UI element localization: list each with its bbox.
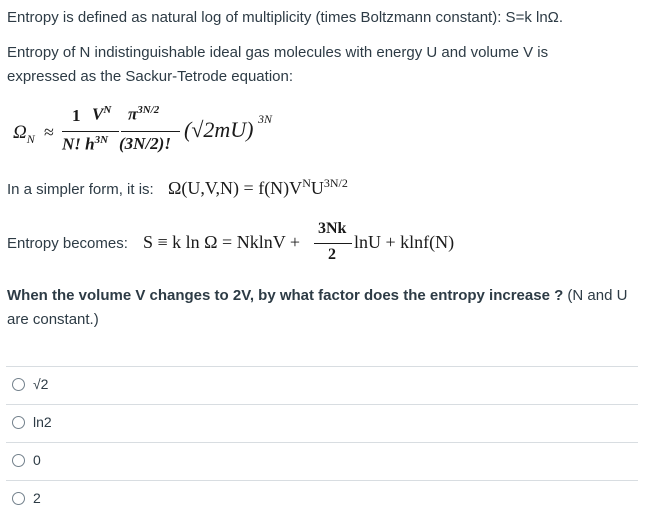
numerator-one: 1: [72, 106, 81, 125]
entropy-frac-denominator: 2: [328, 246, 336, 263]
question-line-1: When the volume V changes to 2V, by what factor does the entropy increase ? (N and U: [7, 287, 628, 304]
option-divider: [6, 366, 638, 367]
fraction-bar-1: [62, 131, 119, 132]
intro-line-3: expressed as the Sackur-Tetrode equation:: [7, 68, 294, 85]
option-divider: [6, 480, 638, 481]
option-two[interactable]: [12, 490, 41, 506]
radio-button-icon[interactable]: [12, 492, 25, 505]
denominator-nh: N! $h^{3N}$: [62, 134, 109, 154]
option-label: ln2: [33, 414, 52, 430]
radio-button-icon[interactable]: [12, 378, 25, 391]
numerator-v: $V^N$: [92, 104, 112, 124]
entropy-expression-part1: S ≡ k ln Ω = NklnV +: [143, 232, 301, 252]
option-label: 0: [33, 452, 41, 468]
omega-n: $\Omega_N$: [13, 122, 35, 146]
entropy-frac-numerator: 3Nk: [318, 220, 347, 237]
option-divider: [6, 404, 638, 405]
entropy-fraction-bar: [314, 243, 352, 244]
approx-sign: ≈: [44, 122, 54, 142]
numerator-pi: $\pi^{3N/2}$: [128, 104, 160, 124]
intro-line-1: Entropy is defined as natural log of multiplicity (times Boltzmann constant): S=k lnΩ.: [7, 9, 564, 26]
option-label: 2: [33, 490, 41, 506]
question-line-2: are constant.): [7, 311, 99, 328]
option-zero[interactable]: [12, 452, 41, 468]
fraction-bar-2: [121, 131, 180, 132]
sqrt-term: (√2mU): [184, 117, 254, 142]
entropy-label: Entropy becomes:: [7, 235, 128, 252]
denominator-factorial: (3N/2)!: [119, 134, 171, 153]
exponent-3n: 3N: [258, 112, 273, 126]
radio-button-icon[interactable]: [12, 454, 25, 467]
option-ln2[interactable]: [12, 414, 52, 430]
radio-button-icon[interactable]: [12, 416, 25, 429]
option-label: √2: [33, 376, 49, 392]
option-divider: [6, 442, 638, 443]
entropy-expression-part2: lnU + klnf(N): [354, 232, 455, 252]
simpler-form-expression: $\Omega(U,V,N) = f(N)V^NU^{3N/2}$: [168, 176, 348, 198]
simpler-form-label: In a simpler form, it is:: [7, 181, 154, 198]
option-sqrt2[interactable]: [12, 376, 48, 392]
intro-line-2: Entropy of N indistinguishable ideal gas molecules with energy U and volume V is: [7, 44, 549, 61]
